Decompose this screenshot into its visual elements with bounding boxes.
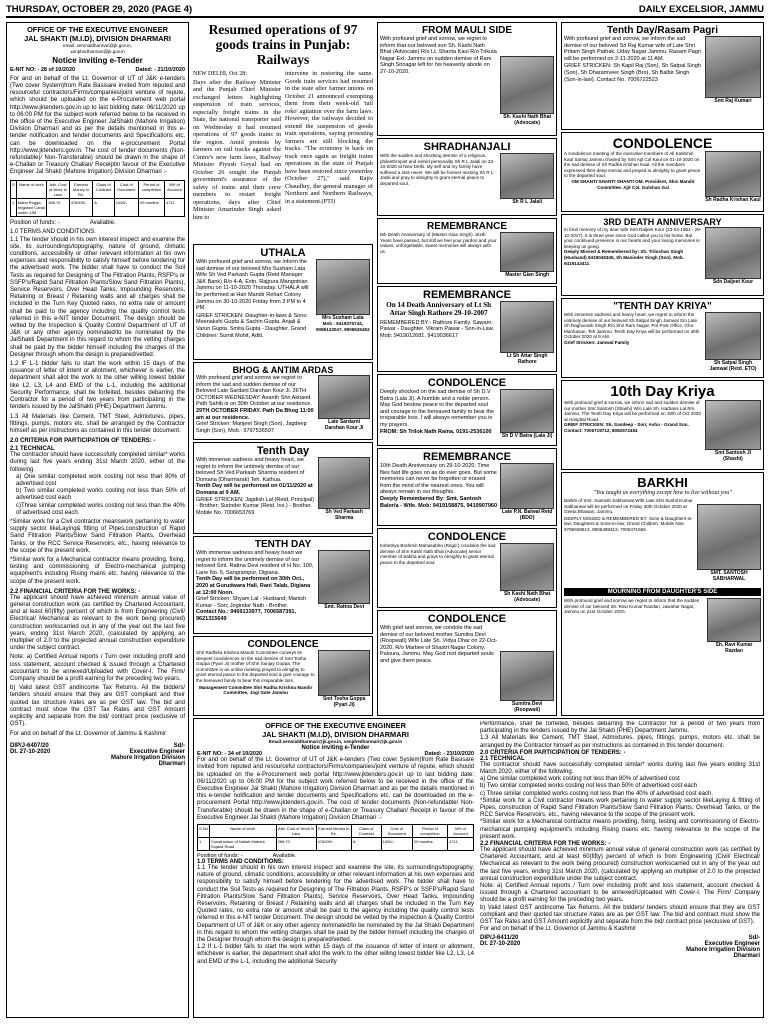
dip-number: DIP/J-6407/20: [10, 742, 49, 749]
table-cell: 268.70: [276, 838, 316, 851]
tenth-day-2-when: Tenth Day will be performed on 30th Oct., 2020 at Gurudwara Hall, Rani Talab, Digiana at 12:00 Noon.: [196, 576, 311, 596]
barkhi-text: Barkhi of Smt. Santosh Sabharwal Wife Late Shri Sushil Kumar Sabharwal will be performed on Friday 30th October 2020 at Geeta Bhawan, Jammu.: [564, 498, 693, 515]
tender2-funds-value: Available.: [272, 853, 297, 860]
table-header: MH of Account: [165, 180, 185, 198]
criteria-a: a) One similar completed work costing not less than 80% of advertised cost: [16, 473, 185, 487]
tenth-day-1-title: Tenth Day: [256, 445, 310, 457]
uthala-contact: Mob : 9419375744, 9086133047, 9906526452: [315, 321, 370, 332]
tender2-r13: Note: a) Certified Annual reports / Turn over including profit and loss statement, account checked & issued through a Chartered accountant to be annexed/Uploaded with Cover-I. The Firm/ Company should be a profit earning for the preceding two years.: [480, 883, 760, 904]
remembrance-ad-1: [377, 218, 557, 284]
sd-mark: Sd/-: [173, 742, 185, 749]
kriya-caption: Sh Satpal Singh Jamwal (Retd. ETO): [709, 360, 757, 372]
barkhi-grief: DEEPLY MISSED & REMEMBERED BY: Sons & Daughters-in-law; Daughters & Sons-in-law; Grand Children. Mobile Nos. 9796608613, 9906489313, 7006471656: [564, 515, 693, 532]
financial-text: The applicant should have achieved minimum annual value of general construction work (as certified by Chartered Accountant, and at least 60(fifty) percent of which is from Engineering (Civil/ Electrical/ Mechanical as relevant to the work being procured) construction workscarried out in any of the year out the last five years, ending 31st March 2020, (calculated by applying an multiplier of 2.0 to the projected annual construction expenditure under the subject contract.: [10, 594, 185, 652]
mauli-photo: [500, 56, 554, 114]
bhog-text: With profound grief and sorrow we regret to inform the sad and sudden demise of our Beloved Late Sardani Darshan Kour Ji. 26TH OCTOBER WEDNESDAY. Ananth Shri Akhand Path Sahib is on 30th October at our residence.: [196, 375, 312, 408]
remembrance-2-caption: Lt Sh Attar Singh Rathore: [506, 353, 548, 365]
anniv-3-title: 3RD DEATH ANNIVERSARY: [603, 217, 722, 227]
barkhi-title: BARKHI: [637, 475, 688, 490]
terms-1-1: 1.1 The tender should in his own interest inspect and examine the site, its surroundings/topography, nature of ground, climatic conditions, accessibility or other relevant information at his own expenses and responsibility to satisfy himself before tendering for the advertised work. The bidder shall have to conduct the Soil Tests as required for Designing of The Filtration Plants, RSFP's or SSFP's/Rapid Sand Filtration Plants/Slow Sand Filtration Plants), Service Reservoirs, Over Head Tanks, Impounding Reservoirs, Retaining or Breast / Retaining walls and all charges shall be included in the Turn Key Quoted rates, no extra rate or amount shall be paid to the agency including the quality control tests referred in this e-NIT tender Document. The design should be vetted by the Inspection & Quality Control Department of UT of J&K or any other agency nominated/to be nominated by the JalShakti Department in this regard to whom the vetting charges shall be paid by the bidder himself including the charges of the Designer through whom the design is prepared/vetted.: [10, 236, 185, 358]
criteria-b: b) Two similar completed works costing not less than 50% of advertised cost each: [16, 488, 185, 502]
tender2-r12: The applicant should have achieved minimum annual value of general construction work (as certified by Chartered Accountant, and at least 60(fifty) percent of which is from Engineering (Civil/ Electrical/ Mechanical as relevant to the work being procured) construction workscarried out in any of the year out the last five years, ending 31st March 2020, (calculated by applying an multiplier of 2.0 to the projected annual construction expenditure under the subject contract.: [480, 847, 760, 882]
tenth-day-2-text: With immense sadness and heavy heart we regret to inform the untimely demise of our beloved Smt. Rattna Devi resident of H.No. 100, Lane No. 5, Sangrampur, Digiana.: [196, 550, 314, 576]
condolence-3-photo: [500, 543, 554, 591]
anniv-3-text: In fond memory of my dear wife Smt Daljeet Kour (23-04-1964 - 29-10-2017). It is three year since God called you to his home. But your continued presence in our hearts and your loving memories is keeping us going.: [564, 227, 702, 249]
table-header: Cost of Document: [114, 180, 138, 198]
tender2-office: OFFICE OF THE EXECUTIVE ENGINEER: [265, 721, 406, 730]
kriya-title: "TENTH DAY KRIYA": [613, 301, 712, 312]
technical-text: The contractor should have successfully completed similar* works during last five years ending 31st March 2020, either of the following.: [10, 452, 185, 473]
tender2-table: [197, 824, 474, 851]
table-cell: Construction of Nallah Mahore Sujana Road: [209, 838, 276, 851]
tender2-r4: 2.1 TECHNICAL: [480, 755, 525, 762]
table-cell: 4711: [165, 198, 185, 216]
condolence-5-text: A condolence meeting of the executive members of All Kashmiri Kaul Samaj Jammu chaired by Smt Ajit Col Kaul on 01-10-2020 on the sad demise of Sh Radha Krishan Kaul. All the members expressed their deep sorrow and prayed to almighty to grant peace to the departed soul.: [564, 151, 701, 179]
tender2-sd: Sd/-: [748, 935, 760, 942]
tender2-dt: Dt. 27-10-2020: [480, 941, 521, 948]
tender-intro: For and on behalf of the Lt. Governor of UT of J&K e-tenders (Two cover System)from Rate Basisare invited from reputed and resourceful contractors/Firms/companies/joint venture of repute, which should be uploaded on the e-Procurement web portal http://www.jktenders.gov.in up to last bidding date: 06/11/2020 up to 06:00 PM for the subject work referred below to be received in the office of the Executive Engineer JalShakti (Mahore Irrigation) Division Dharmari and as per the details mentioned in this e-tender notification and tender documents and Specifications etc. can be downloaded on the e-procurement Portal http://www.jktenders.gov.in. The cost of tender documents (Non-refundable)/ Non-Transferable) should be drawn in the shape of e-Challan or Treasury Challan/ Receiptin favour of the Executive Engineer Jal Shakti (Mahore Irrigation) Division Dharmari :-: [10, 75, 185, 176]
tender-division: JAL SHAKTI (M.I.D), DIVISION DHARMARI: [24, 34, 171, 43]
table-cell: 268.70: [47, 198, 69, 216]
table-row: [198, 838, 474, 851]
condolence-5-photo: [705, 151, 761, 197]
tender2-terms-heading: 1.0 TERMS AND CONDITIONS:: [197, 859, 284, 866]
remembrance-ad-3: [377, 448, 557, 526]
condolence-5-caption: Sh Radha Krishan Kaul: [705, 197, 761, 203]
funds-label: Position of funds: -: [10, 219, 60, 226]
terms-1-3: 1.3 All Materials like Cement, TMT Steel, Admixtures, pipes, fittings, pumps, motors etc. shall be arranged by the Contractor himself as per instructions as contained in this tender document.: [10, 413, 185, 434]
dip-date: Dt. 27-10-2020: [10, 748, 51, 755]
tenth-day-ad-1: [193, 442, 373, 534]
remembrance-1-text: 6th Death Anniversary of (Master Gian Singh). Sixth Years have passed, but still we feel your pardon and your values, unforgettable, sweet memories will always with us.: [380, 232, 497, 254]
table-cell: 1000/-: [114, 198, 138, 216]
tender-email-2: xenphedharmari@jk.gov.in: [70, 48, 125, 54]
condolence-ad-4: [377, 610, 557, 716]
remembrance-2-title: REMEMBRANCE: [423, 289, 511, 301]
table-cell: 1: [198, 838, 210, 851]
remembrance-3-text: 10th Death Anniversary on 29-10-2020. Time flies fast life goes on as do ever goes. But some memories can never be forgotten or erased from the mind of the nearest ones. You will always remain in our thoughts.: [380, 463, 497, 496]
tender2-r14: b) Valid latest GST andIncome Tax Returns. All the bidders/ tenders should ensure that they are GST compliant and their quoted tax structure /rates are as per GST law. The bid and contract must show the GST Tax Rates and GST Amount explicitly and separate from the bid/ contract price (exclusive of GST).: [480, 904, 760, 926]
news-dateline: NEW DELHI, Oct 28:: [193, 71, 247, 77]
tender-email: email: xenmiddharmari@jk.gov.in,: [63, 43, 132, 48]
table-header-row: [198, 825, 474, 838]
tender-nit-no: E-NIT NO: - 28 of 10/2020: [10, 67, 76, 74]
table-header: Period of completion: [412, 825, 447, 838]
remembrance-2-sub: On 14 Death Anniversary of Lt Sh Attar Singh Rathore 29-10-2007: [386, 301, 492, 318]
engineer-division: Mahore Irrigation Division: [110, 754, 185, 761]
criteria-heading: 2.0 CRITERIA FOR PARTICIPATION OF TENDERS: -: [10, 438, 156, 445]
tenth-day-2-photo: [318, 550, 370, 604]
tender-table: [10, 180, 185, 217]
condolence-tosha-caption: Smt Tosha Goppa (Pyari Ji): [322, 696, 366, 708]
shradhanjali-caption: Sh R L Jalali: [512, 199, 542, 205]
masthead-date: THURSDAY, OCTOBER 29, 2020 (PAGE 4): [6, 4, 193, 15]
remembrance-1-caption: Master Gian Singh: [505, 272, 550, 278]
table-header-row: [11, 180, 185, 198]
remembrance-3-caption: Late P.N. Balwal Retd (BDO): [501, 509, 553, 521]
shradhanjali-title: SHRADHANJALI: [423, 141, 511, 153]
tender2-dated: Dated: - 23/10/2020: [424, 750, 474, 757]
table-cell: Maha Rogga Irrigation Canal under JJM: [17, 199, 45, 215]
table-header: Name of work: [209, 825, 276, 838]
condolence-4-photo: [500, 651, 554, 701]
condolence-2-photo: [500, 389, 554, 433]
tender-notice-left: [6, 22, 189, 1018]
anniv-3-caption: Sdn Daljeet Kour: [712, 279, 754, 285]
table-header: S.No: [198, 825, 210, 838]
tenth-day-1-grief: GRIEF STRICKEN: Jagdish Lal (Retd. Principal) - Brother; Surinder Kumar (Retd. Ins.) - Brother. Mobile No. 7006653769: [196, 496, 314, 516]
funds-line: [10, 220, 185, 226]
kriya-photo: [705, 312, 761, 360]
news-article: [193, 22, 373, 242]
tender-bottom-left: [197, 721, 474, 1015]
remembrance-2-photo: [500, 301, 554, 353]
mourning-text: With profound grief and sorrow we regret to inform that the sudden demise of our beloved Sh. Ravi Kumar Razdan, Jawahar Nagar, Jammu on 21st October 2020.: [564, 598, 700, 615]
condolence-2-text: Deeply shocked on the sad demise of Sh D.V Batra (Lala Ji). A humble and a noble person. May God bestow peace to the departed soul and courage to the bereaved family to bear the irreparable loss. I will always remember you in my prayers.: [380, 389, 495, 428]
bhog-caption: Late Sardarni Darshan Kour Ji: [324, 419, 364, 431]
mourning-photo: [707, 598, 761, 642]
bhog-photo: [318, 375, 370, 419]
table-header: Period of completion: [138, 180, 164, 198]
barkhi-photo: [697, 504, 761, 570]
condolence-2-caption: Sh D V Batra (Lala Ji): [501, 433, 553, 439]
remembrance-3-title: REMEMBRANCE: [423, 451, 511, 463]
table-header: Cost of Document: [381, 825, 412, 838]
remembrance-3-grief: Deeply Remembered By: Smt. Santosh Baloria - Wife. Mob: 9419158875, 9419907960: [380, 495, 498, 509]
technical-heading: 2.1 TECHNICAL: [10, 446, 55, 453]
kriya-text: With immense sadness and heavy heart, we regret to inform the untimely demise of our beloved Sh Satpal Singh Jamwal S/o Late Sh Raghunath Singh R/o Shri Ram Nagar, Pot Post Office, Gho Manhasan, Teh Jammu. Tenth Day Kriya will be performed on 30th October 2020 at 9 AM.: [564, 312, 700, 340]
table-cell: 1: [11, 198, 17, 216]
rasam-pagri-ad: [561, 22, 764, 130]
table-header: S: [11, 180, 17, 198]
table-cell: A: [351, 838, 381, 851]
mourning-caption: Sh. Ravi Kumar Razdan: [715, 642, 753, 654]
financial-heading: 2.2 FINANCIAL CRITERIA FOR THE WORKS: -: [10, 588, 141, 595]
table-header: Class of Contract: [351, 825, 381, 838]
tender2-r1: Performance, shall be forfeited, besides debarring the Contractor for a period of two years from participating in the tenders issued by the Jal Shakti (PHE) Department Jammu.: [480, 721, 760, 735]
tender2-funds-label: Position of funds: -: [197, 853, 243, 860]
tender-dated: Dated: - 21/10/2020: [135, 67, 185, 74]
tender2-r2: 1.3 All Materials like Cement, TMT Steel, Admixtures, pipes, fittings, pumps, motors etc. shall be arranged by the Contractor himself as per instructions as contained in this tender document.: [480, 735, 760, 749]
tenth-day-2-grief: Grief Stricken: Shyam Lal - Husband; Manish Kumar - Son; Jogindar Nath - Brother.: [196, 596, 307, 609]
condolence-ad-tosha: [193, 636, 373, 716]
anniv-3-photo: [705, 227, 761, 279]
shradhanjali-ad: [377, 138, 557, 216]
kriya2-title: 10th Day Kriya: [610, 383, 715, 400]
barkhi-quote: "You taught us everything except how to live without you": [593, 490, 732, 496]
table-cell: 1000/-: [381, 838, 412, 851]
dip-block: [10, 743, 50, 767]
engineer-place: Dharmari: [158, 760, 185, 767]
tender2-ee1: Executive Engineer: [704, 941, 760, 948]
tender2-r9: *Similar work for a Civil contractor means work pertaining to water supply sector likeLaying & fitting of Pipes, construction of Rapid Sand Filtration Plants/Slow Sand Filtration Plants, Overhead Tanks, or the RCC Service Reservoirs, etc., having relevance to the scope of the present work.: [480, 797, 760, 819]
condolence-tosha-sign: Management Committee Shri Radha Krishna Mandir Committee, Jogi Gate Jammu: [198, 684, 313, 696]
tender2-email: Email:xenmiddharmari@jk.gov.in, xenphedharmari@jk.gov.in: [268, 739, 403, 744]
bhog-grief: Grief Stricken: Manjeet Singh (Son), Jagdeep Singh (Son), Mob.: 9797536597: [196, 421, 307, 434]
tenth-day-kriya-ad-2: [561, 380, 764, 470]
kriya2-grief: GRIEF STRICKEN: Sh. Sandeep - Son; Ashu - Grand Son. Contact: 7006719712, 8082672454: [564, 422, 689, 433]
similar-mech: *Similar work for a Mechanical contractor means providing, fixing, testing and commissioning of Electro-mechanical pumping equipment's including Rising mains etc. having relevance to the scope of the present work.: [10, 556, 185, 585]
uthala-photo: [316, 259, 370, 315]
tender2-r6: a) One similar completed work costing not less than 80% of advertised cost: [480, 776, 680, 783]
tender2-terms-1-1: 1.1 The tender should in his own interest inspect and examine the site, its surroundings/topography, nature of ground, climatic conditions, accessibility or other relevant information at his own expenses and responsibility to satisfy himself before tendering for the advertised work. The bidder shall have to conduct the Soil Tests as required for Designing of The Filtration Plants, RSFP's or SSFP's/Rapid Sand Filtration Plants/Slow Sand Filtration Plants), Service Reservoirs, Over Head Tanks, Impounding Reservoirs, Retaining or Breast / Retaining walls and all charges shall be included in the Turn Key Quoted rates, no extra rate or amount shall be paid to the agency including the quality control tests referred in this e-NIT tender Document. The design should be vetted by the Inspection & Quality Control Department of UT of J&K or any other agency nominated/to be nominated by the Jal Shakti Department in this regard to whom the vetting charges shall be paid by the bidder himself including the charges of the Designer through whom the design is prepared/vetted.: [197, 865, 474, 944]
mauli-caption: Sh. Kashi Nath Bhat (Advocate): [503, 114, 552, 126]
uthala-title: UTHALA: [260, 247, 306, 259]
kriya-grief: Grief Stricken: Jamwal Family: [564, 339, 630, 345]
bhog-ad: [193, 362, 373, 440]
uthala-caption: Mrs Susham Lata: [322, 315, 364, 321]
tender2-r10: *Similar work for a Mechanical contractor means providing, fixing, testing and commissioning of Electro-mechanical pumping equipment's including Rising mains etc. having relevance to the scope of the present work.: [480, 819, 760, 840]
note-b: b) Valid latest GST andIncome Tax Returns. All the bidders/ tenders should ensure that they are GST compliant and their quoted tax structure /rates are as per GST law. The bid and contract must show the GST Tax Rates and GST Amount explicitly and separate from the bid/ contract price (exclusive of GST).: [10, 685, 185, 728]
tender2-r8: c) Three similar completed works costing not less than the 40% of advertised cost each.: [480, 790, 714, 797]
table-cell: 476000/-: [316, 838, 351, 851]
tenth-day-2-title: TENTH DAY: [254, 539, 312, 550]
engineer-title: Executive Engineer: [129, 748, 185, 755]
tender2-ee2: Mahore Irrigation Division: [685, 947, 760, 954]
tenth-day-1-when: Tenth Day will be performed on 01/11/2020 at Domana at 9 AM.: [196, 483, 313, 496]
tender2-r3: 2.0 CRITERIA FOR PARTICIPATION OF TENDERS: -: [480, 749, 626, 756]
mauli-title: FROM MAULI SIDE: [422, 25, 512, 36]
condolence-ad-3: [377, 528, 557, 608]
mauli-text: With profound grief and sorrow, we regret to inform that our beloved son Sh. Kashi Nath Bhat (Advocate) R/o Lt. Shanta Kaul R/o Trikuta Nagar Ext. Jammu on sudden demise of Ram Singh Srinagar left for his heavenly abode on 27-10-2020.: [380, 36, 497, 75]
tender2-signature: [480, 935, 760, 959]
rasam-caption: Smt Raj Kumari: [714, 98, 752, 104]
tender2-nit-no: E-NIT NO: - 34 of 10/2020: [197, 750, 263, 757]
condolence-3-title: CONDOLENCE: [427, 531, 507, 543]
condolence-4-caption: Sumitra Devi (Roopwati): [511, 701, 543, 713]
rasam-photo: [705, 36, 761, 98]
uthala-ad: [193, 244, 373, 360]
remembrance-1-photo: [500, 232, 554, 272]
remembrance-1-title: REMEMBRANCE: [427, 221, 507, 232]
condolence-ad-5: [561, 132, 764, 212]
engineer-block: [111, 743, 185, 767]
tender2-intro: For and on behalf of the Lt. Governor of UT of J&K e-tenders (Two cover System)from Rate Basisare invited from reputed and resourceful contractors/Firms/companies/joint venture of repute, which should be uploaded on the e-Procurement web portal http://www.jktenders.gov.in up to last bidding date: 06/11/2020 up to 06:00 PM for the subject work referred below to be received in the office of the Executive Engineer Jal Shakti (Mahore Irrigation) Division Dharmari and as per the details mentioned in this e-tender notification and tender documents and Specifications etc. can be downloaded on the e-procurement Portal http://www.jktenders.gov.in. The cost of tender documents (Non-refundable/ Non-Transferable) should be drawn in the shape of e-Challan or Treasury Challan/ Receipt in favour of the Executive Engineer Jal Shakti (Mahore Irrigation) Division Dharmari :-: [197, 757, 474, 821]
third-death-anniversary-ad: [561, 214, 764, 296]
remembrance-2-by: REMEMBERED BY:- Rathore Family. Sawarn Pawar - Daughter. Vikram Pawar - Son-in-Law. Mob: 9419012681, 9419036617: [380, 319, 494, 339]
tender2-dip: DIP/J-6411/20: [480, 935, 519, 942]
rasam-title: Tenth Day/Rasam Pagri: [607, 25, 718, 36]
mourning-banner: MOURNING FROM DAUGHTER'S SIDE: [564, 588, 761, 596]
table-header: Adv. Cost of Work in Lacs: [278, 826, 315, 837]
table-header: Earnest Money in Rs.: [316, 825, 351, 838]
news-text-1: Days after the Railway Minister and the Punjab Chief Minister exchanged letters highlighting suspension of train services, especially freight trains in the State, the national transporter said on Wednesday it had resumed operations of 97 goods trains in the region. Amid protests by farmers on rail tracks against the Centre's new farm laws, Railway Minister Piyush Goyal had on October 26 sought the Punjab government's assurance of the safety of trains and their crew members to restart freight operations, days after Chief Minister Amarinder Singh asked him to: [193, 78, 281, 221]
anniv-3-grief: Deeply Missed & Remembered by: Sh. Trilochan Singh (Husband) 9419045345, Sh Maninder Singh (Son). Mob. 9419143411: [564, 249, 684, 266]
tenth-day-ad-2: [193, 536, 373, 634]
tenth-day-1-caption: Sh Ved Parkash Sharma: [325, 509, 363, 521]
condolence-tosha-title: CONDOLENCE: [247, 639, 319, 650]
criteria-c: c)Three similar completed works costing not less than the 40% of advertised cost each.: [16, 502, 185, 516]
condolence-ad-2: [377, 374, 557, 446]
barkhi-caption: SMT. SANTOSH SABHARWAL: [710, 570, 748, 582]
rasam-grief: GRIEF STRICKEN: Sh Kapil Raj (Son), Sh Satpal Singh (Son), Sh Dharamveer Singh (Bro), Sh Balbir Singh (Son-in-law). Contact No. 7006722523: [564, 63, 701, 83]
condolence-tosha-text: Shri Radhika Krishna Mandir Committee conveys its deepest condolences on the sad demise of Smt Tosha Goppa (Pyari Ji) mother of Shri Sanjay Goppa. The Committee in an online meeting prayed to almighty to grant eternal peace to the departed soul & give courage to the bereaved family to bear this irreparable loss.: [196, 650, 315, 683]
closing-line: For and on behalf of the Lt. Governor of Jammu & Kashmir: [10, 731, 167, 738]
condolence-3-text: Kshetriya Brahmin Mahasabha (Regd.) condoles the sad demise of Shri Kashi Nath Bhat (Advocate) senior member of Sabha and prays to Almighty to grant eternal peace to the departed soul.: [380, 543, 496, 565]
table-cell: A: [93, 198, 114, 216]
tender-bottom-right: [480, 721, 760, 1015]
news-columns: [193, 70, 373, 221]
tenth-day-kriya-ad: [561, 298, 764, 378]
condolence-4-title: CONDOLENCE: [427, 613, 507, 625]
shradhanjali-photo: [500, 153, 554, 199]
news-column-1: [193, 70, 281, 221]
funds-value: Available.: [89, 219, 116, 226]
table-header: Name of work: [16, 180, 47, 198]
bhog-title: BHOG & ANTIM ARDAS: [232, 365, 334, 375]
tender2-terms-1-2: 1.2 If L-1 bidder fails to start the work within 15 days of the issuance of letter of intent or allotment, whichever is earlier, the department shall allot the work to the other willing lowest bidder like L2, L3, L4 and EMD of the L-1, including the additional Security: [197, 944, 474, 965]
condolence-tosha-photo: [318, 650, 370, 696]
tender2-r5: The contractor should have successfully completed similar* works during last five years ending 31st March 2020, either of the following.: [480, 761, 760, 776]
table-cell: 09 months: [138, 198, 164, 216]
condolence-5-sign: OM SHANTI SHANTI SHANTI OM. President, Shiv Mandir Committee. Ajit Col. Gulshan Gal: [571, 178, 695, 190]
condolence-5-title: CONDOLENCE: [612, 135, 713, 151]
rasam-text: With profound grief and sorrow, we inform the sad demise of our beloved Sri Raj Kumar wife of Late Shri Pritam Singh Pathak, Uday Nagar Jammu. Rasam Pagri will be performed on 2-11-2020 at 11 AM.: [564, 36, 701, 62]
tender2-r11: 2.2 FINANCIAL CRITERIA FOR THE WORKS: -: [480, 841, 611, 848]
masthead: [6, 4, 764, 18]
news-column-2: [285, 70, 373, 221]
kriya2-text: With profound grief & sorrow, we inform sad and sudden demise of our mother Smt Santosh (Shashi) W/o Late Sh. Harbans Lal R/o Jammu. The Tenth Day Kriya will be performed on 30th of Oct 2020 at Hospital Road.: [564, 400, 701, 422]
tender2-ee3: Dharmari: [733, 953, 760, 960]
terms-heading: 1.0 TERMS AND CONDITIONS:: [10, 228, 96, 235]
remembrance-3-photo: [500, 463, 554, 509]
table-header: Class of Contract: [93, 180, 114, 198]
uthala-family: GRIEF STRICKEN: Daughter-in-laws & Sons: Meenakshi Gupta & Sachin Gupta, Anjali & Varun Gupta. Smita Gupta - Daughter. Grand Children: Sumit Mohit, Aditi.: [196, 312, 308, 339]
shradhanjali-text: With the sudden and shocking demise of a religious, philanthropist and exited personality Sh R L Jalali on 23-10-2020 at New Delhi. My self and my family have suffered a loss never. We will be forever missing Sh R L Jalali and pray to almighty to grant eternal peace to departed soul.: [380, 153, 495, 186]
bhog-when: 29TH OCTOBER FRIDAY. Path Da Bhog 11:00 am at our residence.: [196, 407, 314, 421]
condolence-3-caption: Sh Kashi Nath Bhat (Advocate): [503, 591, 551, 603]
note-a: Note: a) Certified Annual reports / Turn over including profit and loss statement, account checked & issued through a Chartered accountant to be annexed/Uploaded with Cover-I. The Firm/ Company should be a profit earning for the preceding two years.: [10, 654, 185, 682]
tenth-day-1-text: With immense sadness and heavy heart, we regret to inform the untimely demise of our beloved Sh Ved Parkash Sharma resident of Domana (Dharmarak) Teh. Kathua.: [196, 457, 305, 483]
tender-office: OFFICE OF THE EXECUTIVE ENGINEER: [27, 25, 168, 34]
table-cell: 09 months: [412, 838, 447, 851]
tender2-r7: b) Two similar completed works costing not less than 50% of advertised cost each: [480, 783, 697, 790]
news-text-2: intervene in restoring the same. Goods train services had resumed in the state after farmer unions on October 21 announced exempting them from their week-old 'rail roko' agitation over the farm laws. However, the railways decided to extend the suspension of goods train operations, saying protesting farmers are still blocking the tracks. "The economy is back on track once again as freight trains operations in the state of Punjab have been restored since yesterday (October 27)," said Rajiv Chaudhry, the general manager of Northern and Northern Railways, in a statement.(PTI): [285, 70, 373, 205]
news-headline: Resumed operations of 97 goods trains in Punjab: Railways: [208, 22, 358, 67]
barkhi-ad: [561, 472, 764, 716]
tenth-day-2-caption: Smt. Rattna Devi: [324, 604, 365, 610]
tender-ref: [10, 67, 185, 74]
table-cell: 476000/-: [69, 198, 93, 216]
tender-title: Notice inviting e-Tender: [52, 56, 143, 66]
table-header: Adv. Cost of Work in Lacs: [47, 180, 69, 198]
similar-civil: *Similar work for a Civil contractor meanswork pertaining to water supply sector likeLaying& fitting of Pipes,construction of Rapid Sand Filtration Plants/Slow Sand Filtration Plants, Overhead Tanks, or the RCC Service Reservoirs, etc., having relevance to the scope of the present work.: [10, 518, 185, 554]
tenth-day-2-contact: Contact No.: 9469133977, 7006587391, 9621315649: [196, 609, 296, 622]
table-header: MH of Account: [447, 825, 473, 838]
tender2-title: Notice inviting e-Tender: [301, 744, 370, 751]
kriya2-caption: Smt Santosh Ji (Shashi): [714, 450, 752, 462]
tender2-division: JAL SHAKTI (M.I.D), DIVISION DHARMARI: [262, 730, 409, 739]
table-cell: 4711: [447, 838, 473, 851]
tenth-day-1-photo: [318, 457, 370, 509]
condolence-2-from: FROM: Sh Trilok Nath Raina, 0191-2536100: [380, 428, 492, 435]
condolence-4-text: With grief and sorrow, we condole the sad demise of our beloved mother Sumitra Devi (Roopwati) Wife Late Sh. Vidya Dhar on 22-Oct-2020, R/o Marbee of Shastri Nagar Colony, Paloura, Jammu. May God rest departed souls and give them peace.: [380, 625, 498, 664]
terms-1-2: 1.2 IF L-1 bidder fails to start the work within 15 days of the issuance of letter of intent or allotment, whichever is earlier, the department shall allot the work to the other willing lowest bidder like L2, L3, L4 and EMD of the L-1, including the additional Security Performance, shall be forfeited, besides debarring the Contractor for a period of two years from participating in the tenders issued by the JalShakti (PHE) Department Jammu.: [10, 361, 185, 411]
remembrance-ad-2: [377, 286, 557, 372]
tender-notice-bottom: [193, 718, 764, 1018]
kriya2-photo: [705, 400, 761, 450]
table-header: Earnest Money in Rs.: [69, 180, 93, 198]
tender2-ref: [197, 751, 474, 758]
masthead-paper: DAILY EXCELSIOR, JAMMU: [638, 4, 764, 15]
condolence-2-title: CONDOLENCE: [427, 377, 507, 389]
from-mauli-side-ad: [377, 22, 557, 136]
tender2-r15: For and on behalf of the Lt. Governor of Jammu & Kashmir: [480, 926, 637, 933]
signature-block: [10, 743, 185, 767]
table-row: [11, 198, 185, 216]
uthala-text: With profound grief and sorrow, we inform the sad demise of our beloved Mrs Susham Lata Wife Sh Ved Parkash Gupta (Retd Manager J&K Bank) R/o 4-A, Extn. Rajpura Mangotrian Jammu on 11-10-2020 Thursday. UTHALA will be performed at Hari Mandir Rehari Colony Jammu on 30-10-2020 Friday from 3 PM to 4 PM.: [196, 259, 309, 312]
